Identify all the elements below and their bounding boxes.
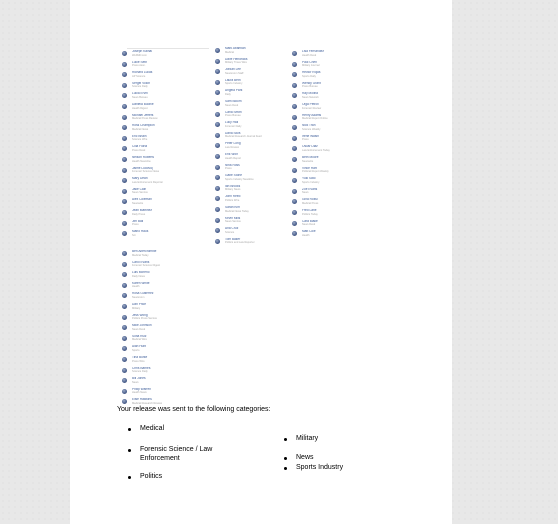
recipient-outlet: Science Wire (132, 138, 148, 142)
globe-bullet-icon (122, 368, 127, 373)
recipient-outlet: Health Newsline (132, 159, 151, 163)
globe-bullet-icon (122, 251, 127, 256)
recipient-name-link[interactable]: John Reed (225, 195, 241, 199)
globe-bullet-icon (122, 136, 127, 141)
globe-bullet-icon (215, 90, 220, 95)
globe-bullet-icon (215, 165, 220, 170)
globe-bullet-icon (215, 186, 220, 191)
globe-bullet-icon (122, 389, 127, 394)
recipient-outlet: Politics Today (302, 212, 318, 216)
globe-bullet-icon (122, 283, 127, 288)
category-label: News (296, 454, 314, 461)
recipient-entry (292, 188, 382, 199)
recipient-outlet: Medical Wire (132, 338, 147, 342)
recipient-name-link[interactable]: Laura Beth (225, 78, 241, 82)
recipient-name-link[interactable]: Paul Chen (302, 60, 317, 64)
globe-bullet-icon (122, 325, 127, 330)
globe-bullet-icon (292, 210, 297, 215)
globe-bullet-icon (292, 83, 297, 88)
globe-bullet-icon (292, 51, 297, 56)
recipient-entry (122, 271, 212, 282)
recipient-entry (292, 82, 382, 93)
globe-bullet-icon (122, 83, 127, 88)
recipient-name-link[interactable]: Richard Lucas (132, 71, 153, 75)
globe-bullet-icon (292, 93, 297, 98)
recipient-name-link[interactable]: Luis Moreno (132, 271, 150, 275)
recipient-entry (292, 198, 382, 209)
category-item (128, 425, 240, 434)
recipient-name-link[interactable]: Cara Blake (302, 219, 318, 223)
recipient-entry (292, 145, 382, 156)
globe-bullet-icon (122, 157, 127, 162)
globe-bullet-icon (122, 304, 127, 309)
recipient-outlet: Sci (132, 233, 136, 237)
recipient-name-link[interactable]: Jean Martinez (132, 208, 153, 212)
globe-bullet-icon (122, 146, 127, 151)
globe-bullet-icon (122, 231, 127, 236)
recipient-name-link[interactable]: Dan Price (132, 302, 146, 306)
recipient-outlet: News Desk (132, 327, 146, 331)
recipient-outlet: Sports Industry (225, 82, 243, 86)
recipient-name-link[interactable]: Ana Cruz (225, 227, 239, 231)
recipient-entry (122, 167, 212, 178)
recipient-name-link[interactable]: Ray Molina (302, 92, 318, 96)
bullet-icon (284, 457, 287, 460)
recipient-entry (122, 156, 212, 167)
recipient-entry (122, 282, 212, 293)
recipient-outlet: News Service (225, 220, 241, 224)
recipient-outlet: News Service (132, 191, 148, 195)
recipient-outlet: Sports (132, 348, 140, 352)
recipient-entry (292, 103, 382, 114)
category-item (128, 473, 240, 482)
globe-bullet-icon (215, 101, 220, 106)
globe-bullet-icon (122, 104, 127, 109)
recipient-name-link[interactable]: Mario Haus (132, 230, 149, 234)
globe-bullet-icon (292, 104, 297, 109)
recipient-name-link[interactable]: Gabe Stone (225, 174, 243, 178)
recipient-name-link[interactable]: Jaime Ludoviq (132, 166, 153, 170)
recipient-outlet: Medical News Today (225, 209, 249, 213)
recipient-name-link[interactable]: Dana Silva (225, 131, 241, 135)
recipient-entry (122, 220, 212, 231)
globe-bullet-icon (122, 336, 127, 341)
recipient-outlet: Law Review (225, 145, 239, 149)
recipient-name-link[interactable]: Kevin Mills (225, 216, 241, 220)
recipient-outlet: Medical News (132, 127, 149, 131)
recipient-outlet: Press (225, 167, 232, 171)
category-label: Military (296, 435, 319, 442)
globe-bullet-icon (122, 272, 127, 277)
recipient-outlet: Law Enforcement Reporter (132, 180, 163, 184)
recipient-name-link[interactable]: Oscar Diaz (302, 145, 318, 149)
recipient-name-link[interactable]: Rosa Gutierrez (132, 292, 154, 296)
recipient-name-link[interactable]: Mary Dean (132, 177, 148, 181)
recipient-name-link[interactable]: Lucia Ervin (132, 92, 148, 96)
recipient-name-link[interactable]: Daniela Buohle (132, 102, 154, 106)
recipient-name-link[interactable]: Olga Petrov (302, 102, 319, 106)
recipient-outlet: Health News (132, 391, 147, 395)
recipient-outlet: Newsroom Staff (225, 71, 244, 75)
globe-bullet-icon (292, 221, 297, 226)
recipient-entry (292, 71, 382, 82)
globe-bullet-icon (292, 178, 297, 183)
recipient-name-link[interactable]: Tom Baker (225, 237, 241, 241)
recipient-entry (122, 92, 212, 103)
recipient-outlet: Medical Press Review (132, 117, 158, 121)
recipient-name-link[interactable]: Eric Bhain (132, 134, 147, 138)
globe-bullet-icon (215, 196, 220, 201)
globe-bullet-icon (122, 293, 127, 298)
globe-bullet-icon (292, 115, 297, 120)
recipient-outlet: Politics and Law Reporter (225, 241, 255, 245)
recipient-entry (122, 261, 212, 272)
recipient-name-link[interactable]: Tina Burke (132, 355, 148, 359)
category-item (128, 446, 240, 463)
globe-bullet-icon (292, 72, 297, 77)
globe-bullet-icon (292, 199, 297, 204)
globe-bullet-icon (122, 189, 127, 194)
recipient-name-link[interactable]: Hector Rojas (302, 71, 321, 75)
recipient-name-link[interactable]: Henry Adams (302, 113, 322, 117)
recipient-name-link[interactable]: Bill Jones (132, 377, 146, 381)
recipient-outlet: Press Bureau (302, 85, 318, 89)
recipient-outlet: Daily Press (132, 212, 146, 216)
recipient-outlet: Daily (225, 92, 231, 96)
recipient-outlet: WebMD.com (132, 53, 147, 57)
recipient-entry (292, 50, 382, 61)
globe-bullet-icon (215, 80, 220, 85)
globe-bullet-icon (215, 228, 220, 233)
recipient-outlet: Medical Research Review (132, 401, 162, 405)
recipient-outlet: Medical Press (302, 201, 319, 205)
bullet-icon (128, 476, 131, 479)
recipient-entry (122, 145, 212, 156)
globe-bullet-icon (292, 125, 297, 130)
recipient-name-link[interactable]: Joseph Kalhal (132, 50, 153, 53)
recipient-entry (292, 114, 382, 125)
recipient-entry (122, 188, 212, 199)
recipient-entry (122, 388, 212, 399)
recipient-outlet: Forensic Daily (225, 124, 242, 128)
globe-bullet-icon (122, 357, 127, 362)
recipient-outlet: News (132, 380, 139, 384)
globe-bullet-icon (122, 178, 127, 183)
recipient-name-link[interactable]: Lucy Hall (225, 121, 239, 125)
recipient-name-link[interactable]: Ian Brooks (225, 184, 241, 188)
recipient-entry (122, 292, 212, 303)
recipient-outlet: Science Daily (132, 85, 148, 89)
recipient-outlet: Military Times Wire (225, 61, 247, 65)
recipient-entry (292, 209, 382, 220)
globe-bullet-icon (215, 133, 220, 138)
bullet-icon (128, 449, 131, 452)
globe-bullet-icon (122, 168, 127, 173)
recipient-entry (122, 135, 212, 146)
recipient-outlet: Press Desk (132, 148, 146, 152)
recipient-outlet: Health Report (225, 156, 242, 160)
globe-bullet-icon (122, 378, 127, 383)
recipient-name-link[interactable]: Carla Smith (225, 110, 242, 114)
globe-bullet-icon (215, 122, 220, 127)
recipient-entry (292, 156, 382, 167)
recipient-name-link[interactable]: Lucie Seth (132, 60, 148, 64)
globe-bullet-icon (215, 175, 220, 180)
column-divider (127, 48, 209, 49)
recipient-entry (122, 177, 212, 188)
recipient-outlet: AP Science (132, 74, 146, 78)
recipient-outlet: Press Bureau (225, 114, 241, 118)
globe-bullet-icon (292, 157, 297, 162)
globe-bullet-icon (122, 210, 127, 215)
globe-bullet-icon (122, 62, 127, 67)
recipient-name-link[interactable]: Gina Rossi (302, 198, 318, 202)
recipient-outlet: News Desk (225, 103, 239, 107)
globe-bullet-icon (215, 218, 220, 223)
recipient-name-link[interactable]: Carol Evans (132, 260, 150, 264)
recipient-entry (122, 377, 212, 388)
globe-bullet-icon (215, 143, 220, 148)
recipient-name-link[interactable]: Cilia Floria (132, 145, 148, 149)
globe-bullet-icon (122, 346, 127, 351)
recipient-column-3 (292, 50, 382, 241)
recipient-entry (122, 82, 212, 93)
category-label: Forensic Science / Law Enforcement (140, 446, 213, 462)
recipient-outlet: Daily News (132, 274, 145, 278)
recipient-name-link[interactable]: Alan Hunt (132, 345, 146, 349)
category-item (284, 464, 396, 473)
globe-bullet-icon (292, 62, 297, 67)
category-label: Sports Industry (296, 464, 344, 471)
globe-bullet-icon (215, 59, 220, 64)
category-label: Politics (140, 473, 163, 480)
recipient-outlet: Health (132, 285, 140, 289)
globe-bullet-icon (215, 69, 220, 74)
recipient-column-1 (122, 50, 212, 241)
recipient-name-link[interactable]: Wendy Grant (302, 81, 321, 85)
recipient-entry (122, 303, 212, 314)
recipient-outlet: Science Daily (132, 370, 148, 374)
recipient-name-link[interactable]: Sergei Voloh (132, 81, 151, 85)
recipient-column-4 (122, 250, 212, 409)
recipient-entry (292, 220, 382, 231)
recipient-entry (292, 135, 382, 146)
recipient-name-link[interactable]: Jess Wong (132, 313, 148, 317)
recipient-name-link[interactable]: Vince Hart (302, 166, 317, 170)
recipient-name-link[interactable]: Lisa Fernandez (302, 50, 324, 53)
recipient-outlet: News Desk (302, 223, 316, 227)
bullet-icon (284, 467, 287, 470)
recipient-outlet: Forensic Review (302, 106, 322, 110)
recipient-name-link[interactable]: Zoe Evans (302, 187, 318, 191)
globe-bullet-icon (122, 315, 127, 320)
recipient-name-link[interactable]: Peter Long (225, 142, 241, 146)
recipient-name-link[interactable]: Elise Hawkins (132, 398, 152, 402)
recipient-name-link[interactable]: Mark Abarbian (225, 47, 246, 50)
recipient-outlet: Health Desk (302, 53, 317, 57)
recipient-entry (292, 124, 382, 135)
globe-bullet-icon (122, 115, 127, 120)
recipient-name-link[interactable]: Sam Bloom (225, 99, 242, 103)
recipient-outlet: Politics Press Service (132, 317, 157, 321)
recipient-entry (122, 71, 212, 82)
recipient-outlet: News Bureau (132, 95, 148, 99)
recipient-entry (122, 61, 212, 72)
recipient-outlet: Political Report Weekly (302, 170, 329, 174)
recipient-outlet: Sports Industry Newsline (225, 177, 254, 181)
globe-bullet-icon (122, 72, 127, 77)
recipient-outlet: Law Enforcement Today (302, 148, 330, 152)
globe-bullet-icon (292, 231, 297, 236)
recipient-name-link[interactable]: Erik Wolf (225, 152, 238, 156)
recipient-outlet: Newswire (132, 201, 144, 205)
globe-bullet-icon (122, 51, 127, 56)
categories-heading: Your release was sent to the following categories: (117, 406, 271, 413)
category-item (284, 435, 396, 444)
recipient-name-link[interactable]: Nina Ross (225, 163, 240, 167)
recipient-entry (292, 177, 382, 188)
recipient-name-link[interactable]: Jordan Lee (225, 68, 241, 72)
recipient-entry (122, 114, 212, 125)
recipient-entry (292, 230, 382, 241)
recipient-outlet: Health (302, 233, 310, 237)
recipient-entry (122, 230, 212, 241)
recipient-entry (122, 124, 212, 135)
recipient-outlet: Politics Wire (225, 198, 240, 202)
recipient-outlet: Military News (225, 188, 241, 192)
recipient-entry (122, 367, 212, 378)
category-label: Medical (140, 425, 165, 432)
recipient-name-link[interactable]: Karen White (132, 281, 150, 285)
recipient-outlet: Medical Today (132, 253, 149, 257)
globe-bullet-icon (215, 112, 220, 117)
globe-bullet-icon (292, 189, 297, 194)
recipient-name-link[interactable]: Nelson Roberts (132, 155, 154, 159)
recipient-outlet: Medical Research Journal Feed (225, 135, 262, 139)
globe-bullet-icon (215, 154, 220, 159)
recipient-entry (122, 324, 212, 335)
category-item (284, 454, 396, 463)
recipient-entry (122, 345, 212, 356)
recipient-outlet: News Network (302, 95, 319, 99)
recipient-entry (122, 198, 212, 209)
globe-bullet-icon (215, 207, 220, 212)
recipient-outlet: Military Journal (302, 64, 320, 68)
recipient-name-link[interactable]: Matt Cole (302, 230, 316, 234)
bullet-icon (128, 428, 131, 431)
recipient-entry (292, 92, 382, 103)
recipient-name-link[interactable]: Nick Tran (302, 124, 316, 128)
recipient-name-link[interactable]: Mike Johnson (132, 324, 152, 328)
globe-bullet-icon (122, 221, 127, 226)
recipient-entry (122, 356, 212, 367)
recipient-outlet: Press (132, 223, 139, 227)
recipient-entry (122, 103, 212, 114)
recipient-name-link[interactable]: Beth Moore (302, 155, 319, 159)
recipient-name-link[interactable]: Ben Abercrombie (132, 250, 157, 253)
recipient-outlet: Health Digest (132, 106, 148, 110)
recipient-entry (122, 335, 212, 346)
globe-bullet-icon (122, 399, 127, 404)
recipient-name-link[interactable]: Fred Lane (302, 208, 317, 212)
recipient-entry (122, 50, 212, 61)
recipient-name-link[interactable]: Jake Cain (132, 187, 147, 191)
globe-bullet-icon (122, 125, 127, 130)
globe-bullet-icon (292, 146, 297, 151)
globe-bullet-icon (215, 239, 220, 244)
recipient-outlet: Medical (225, 50, 234, 54)
recipient-outlet: Medical Report Online (302, 117, 328, 121)
recipient-entry (122, 314, 212, 325)
recipient-name-link[interactable]: Dave Hendricks (225, 57, 248, 61)
recipient-outlet: Press Wire (132, 359, 145, 363)
recipient-entry (122, 250, 212, 261)
recipient-outlet: Military (132, 306, 141, 310)
recipient-entry (122, 209, 212, 220)
recipient-name-link[interactable]: Ross Champion (132, 124, 155, 128)
recipient-outlet: Newsroom (132, 295, 145, 299)
recipient-outlet: News (302, 191, 309, 195)
recipient-name-link[interactable]: Irene Walsh (302, 134, 319, 138)
recipient-name-link[interactable]: Sarah Kim (225, 205, 240, 209)
recipient-entry (292, 167, 382, 178)
globe-bullet-icon (292, 168, 297, 173)
bullet-icon (284, 438, 287, 441)
globe-bullet-icon (122, 262, 127, 267)
recipient-name-link[interactable]: Angela Park (225, 89, 243, 93)
recipient-name-link[interactable]: Yuki Sato (302, 177, 316, 181)
globe-bullet-icon (122, 199, 127, 204)
recipient-outlet: Science Weekly (302, 127, 321, 131)
recipient-entry (292, 61, 382, 72)
recipient-outlet: Sports Daily (302, 74, 316, 78)
recipient-name-link[interactable]: Philip Warren (132, 387, 152, 391)
globe-bullet-icon (215, 48, 220, 53)
recipient-outlet: Press (302, 138, 309, 142)
recipient-outlet: Newswire (302, 159, 314, 163)
globe-bullet-icon (292, 136, 297, 141)
recipient-name-link[interactable]: Chris Barnes (132, 366, 151, 370)
recipient-outlet: Forensic Science News (132, 170, 160, 174)
recipient-outlet: Science (225, 230, 235, 234)
recipient-name-link[interactable]: Alex Coleman (132, 198, 152, 202)
recipient-outlet: Forensic Science Digest (132, 264, 160, 268)
recipient-outlet: Sports Industry (302, 180, 320, 184)
globe-bullet-icon (122, 93, 127, 98)
recipient-name-link[interactable]: Jim Ball (132, 219, 144, 223)
recipient-name-link[interactable]: Michael Jeffers (132, 113, 154, 117)
recipient-outlet: Press Assn. (132, 64, 146, 68)
recipient-name-link[interactable]: Sofia Ruiz (132, 334, 147, 338)
